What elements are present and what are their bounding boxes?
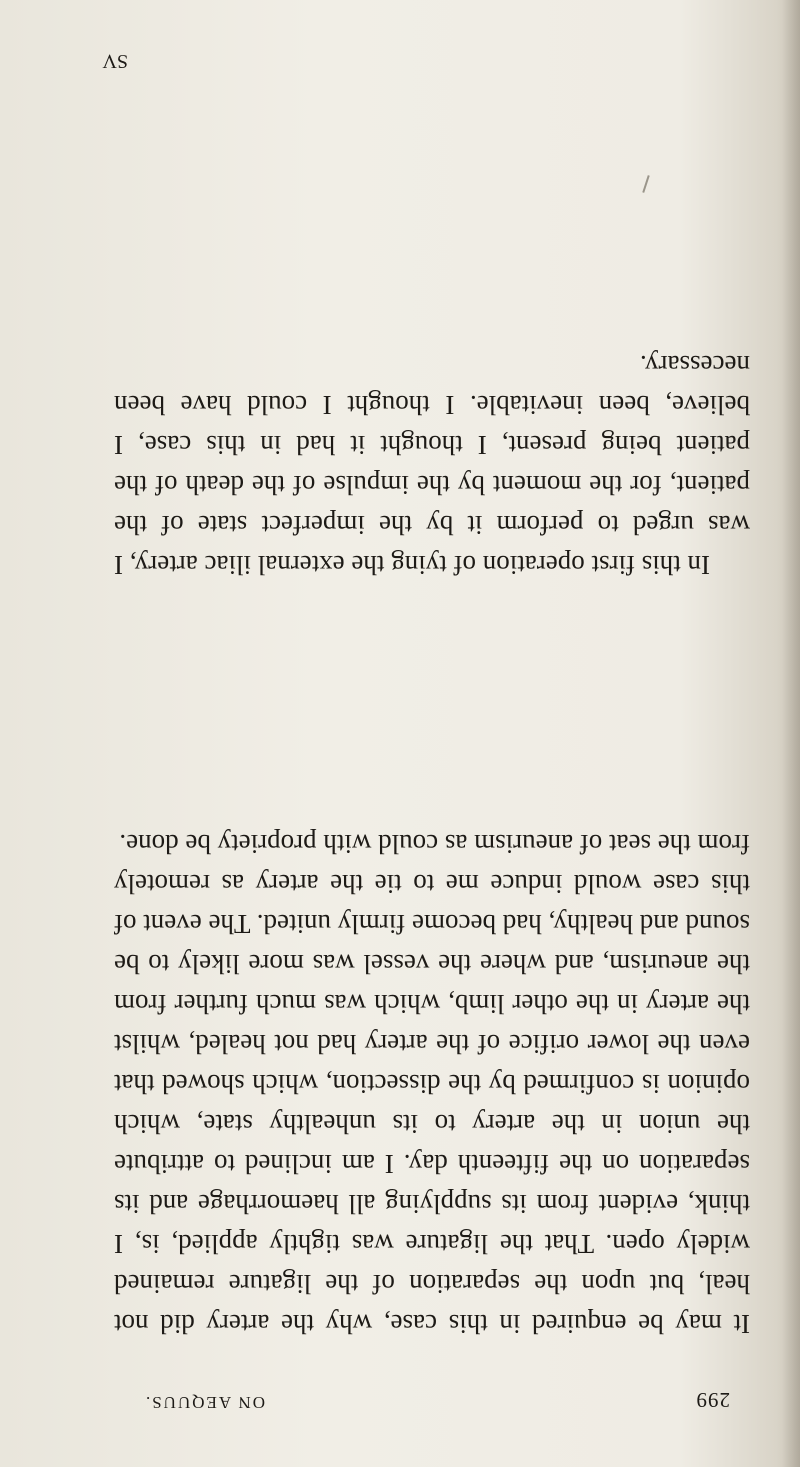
paragraph-1: It may be enquired in this case, why the artery did not heal, but upon the separation of the ligature remained widely open. That the ligature was tightly applied, is, I think, evident from its supplying all haemorrhage and its separation on the fifteenth day. I am inclined to attribute the union in the artery to its unhealthy state, which opinion is confirmed by the dissection, which showed that even the lower orifice of the artery had not healed, whilst the artery in the other limb, which was much further from the aneurism, and where the vessel was more likely to be sound and healthy, had become firmly united. The event of this case would induce me to tie the artery as remotely from the seat of aneurism as could with propriety be done. [114, 829, 750, 1339]
signature-mark: SV [102, 50, 128, 72]
page-number: 299 [695, 1388, 730, 1412]
running-head: ON AEQUUS. [143, 1393, 265, 1412]
page-header [70, 1372, 770, 1412]
paragraph-2: In this first operation of tying the external iliac artery, I was urged to perform it by the imperfect state of the patient, for the moment by the impulse of the death of the patient being present, I thought it had in this case, I believe, been inevitable. I thought I could have been necessary. [114, 350, 750, 580]
